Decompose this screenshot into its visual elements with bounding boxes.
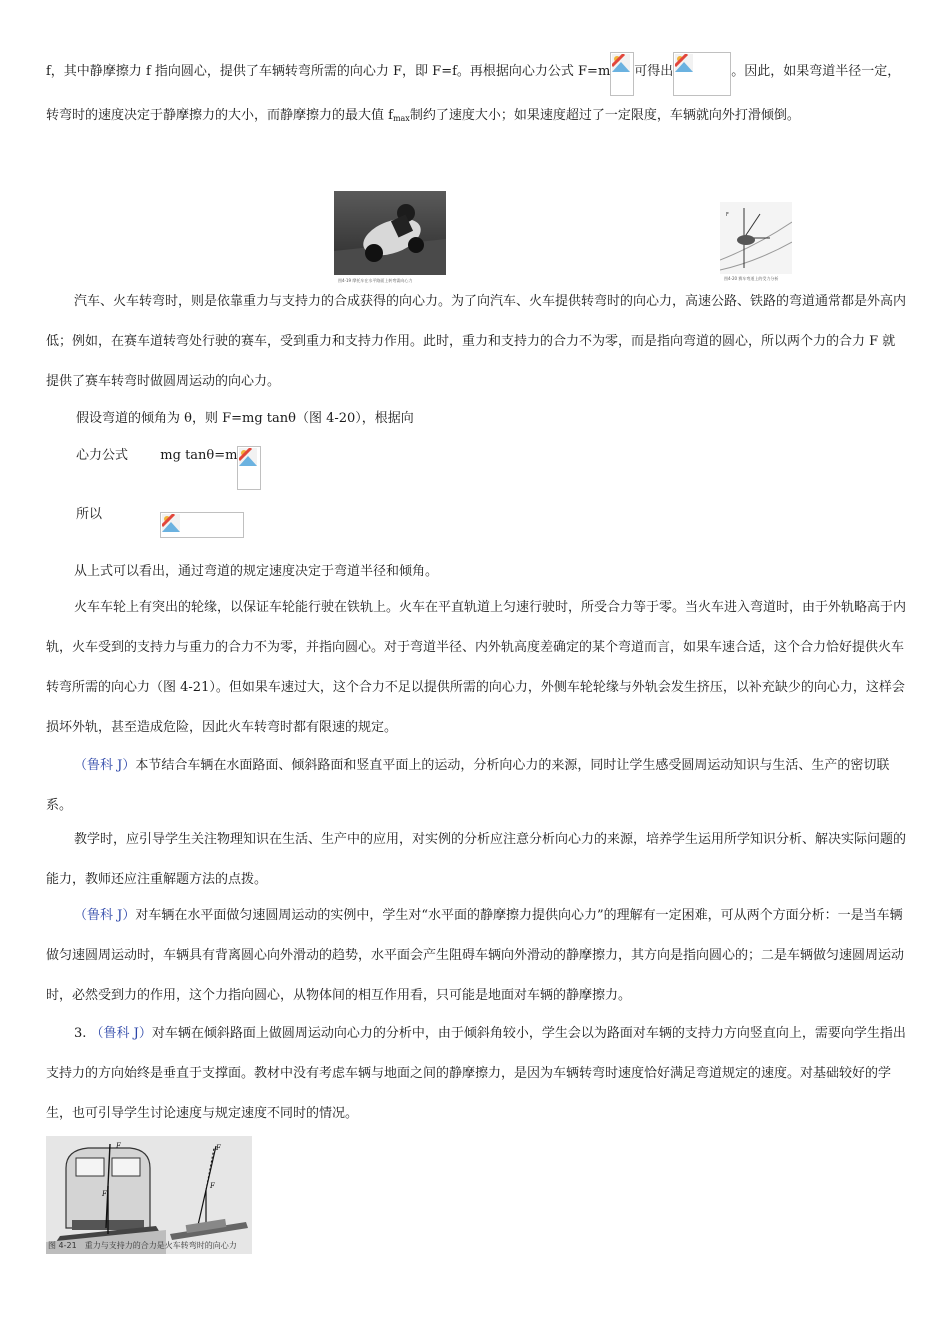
banked-road-diagram xyxy=(720,202,792,274)
reference-tag: （鲁科 J） xyxy=(74,908,136,923)
paragraph-teaching-note-2: 教学时，应引导学生关注物理知识在生活、生产中的应用，对实例的分析应注意分析向心力的来源，培养学生运用所学知识分析、解决实际问题的能力，教师还应注重解题方法的点拨。 xyxy=(46,832,907,887)
broken-image-icon xyxy=(162,514,180,532)
result-line: 所以 xyxy=(76,507,103,522)
paragraph-banked-curves: 汽车、火车转弯时，则是依靠重力与支持力的合成获得的向心力。为了向汽车、火车提供转弯时的向心力，高速公路、铁路的弯道通常都是外高内低；例如，在赛车道转弯处行驶的赛车，受到重力和支持力作用。此时，重力和支持力的合力不为零，而是指向弯道的圆心，所以两个力的合力 F 就提供了赛车转弯时做圆周运动的向心力。 xyxy=(46,294,907,389)
assume-angle-line: 假设弯道的倾角为 θ，则 F=mg tanθ（图 4-20），根据向 xyxy=(76,411,414,426)
f-label-left: F xyxy=(102,1190,107,1198)
result-formula-placeholder xyxy=(160,512,244,538)
reference-tag: （鲁科 J） xyxy=(90,1026,152,1041)
paragraph-teaching-note-1: （鲁科 J）本节结合车辆在水面路面、倾斜路面和竖直平面上的运动，分析向心力的来源，同时让学生感受圆周运动知识与生活、生产的密切联系。 xyxy=(46,758,890,813)
paragraph-friction-centripetal: f，其中静摩擦力 f 指向圆心，提供了车辆转弯所需的向心力 F，即 F=f。再根据向心力公式 F=m 可得出 。因此，如果弯道半径一定，转弯时的速度决定于静摩擦力的大小，而静摩擦力的最大值 $f_{max}$制约了速度大小；如果速度超过了一定限度，车辆就向外打滑倾倒。 xyxy=(46,52,906,139)
motorcycle-photo xyxy=(334,191,446,275)
broken-image-icon xyxy=(612,54,630,72)
reference-tag: （鲁科 J） xyxy=(74,758,136,773)
paragraph-teaching-note-4: 3. （鲁科 J）对车辆在倾斜路面上做圆周运动向心力的分析中，由于倾斜角较小，学生会以为路面对车辆的支持力方向竖直向上，需要向学生指出支持力的方向始终是垂直于支撑面。教材中没有考虑车辆与地面之间的静摩擦力，是因为车辆转弯时速度恰好满足弯道规定的速度。对基础较好的学生，也可引导学生讨论速度与规定速度不同时的情况。 xyxy=(46,1026,906,1121)
train-force-diagram xyxy=(46,1136,252,1254)
svg-text:F: F xyxy=(726,212,729,218)
fn-label-right: F xyxy=(216,1144,221,1152)
formula-image-placeholder xyxy=(673,52,731,96)
formula-image-placeholder xyxy=(237,446,261,490)
paragraph-conclusion: 从上式可以看出，通过弯道的规定速度决定于弯道半径和倾角。 xyxy=(74,564,439,579)
formula-image-placeholder xyxy=(610,52,634,96)
figure-4-20-caption: 图4-20 赛车弯道上的受力分析 xyxy=(724,276,779,281)
broken-image-icon xyxy=(675,54,693,72)
f-label-right: F xyxy=(210,1182,215,1190)
centripetal-formula-line: 心力公式 mg tanθ=m xyxy=(76,446,261,490)
fn-label-left: F xyxy=(116,1142,121,1150)
paragraph-teaching-note-3: （鲁科 J）对车辆在水平面做匀速圆周运动的实例中，学生对“水平面的静摩擦力提供向心力”的理解有一定困难，可从两个方面分析：一是当车辆做匀速圆周运动时，车辆具有背离圆心向外滑动的趋势，水平面会产生阻碍车辆向外滑动的静摩擦力，其方向是指向圆心的；二是车辆做匀速圆周运动时，必然受到力的作用，这个力指向圆心，从物体间的相互作用看，只可能是地面对车辆的静摩擦力。 xyxy=(46,908,905,1003)
paragraph-train-curves: 火车车轮上有突出的轮缘，以保证车轮能行驶在铁轨上。火车在平直轨道上匀速行驶时，所受合力等于零。当火车进入弯道时，由于外轨略高于内轨，火车受到的支持力与重力的合力不为零，并指向圆心。对于弯道半径、内外轨高度差确定的某个弯道而言，如果车速合适，这个合力恰好提供火车转弯所需的向心力（图 4-21）。但如果车速过大，这个合力不足以提供所需的向心力，外侧车轮轮缘与外轨会发生挤压，以补充缺少的向心力，这样会损坏外轨，甚至造成危险，因此火车转弯时都有限速的规定。 xyxy=(46,600,907,735)
figure-4-21-caption: 图 4-21 重力与支持力的合力是火车转弯时的向心力 xyxy=(48,1241,237,1250)
broken-image-icon xyxy=(239,448,257,466)
figure-4-19-caption: 图4-19 摩托车在水平路面上转弯需向心力 xyxy=(338,278,413,283)
